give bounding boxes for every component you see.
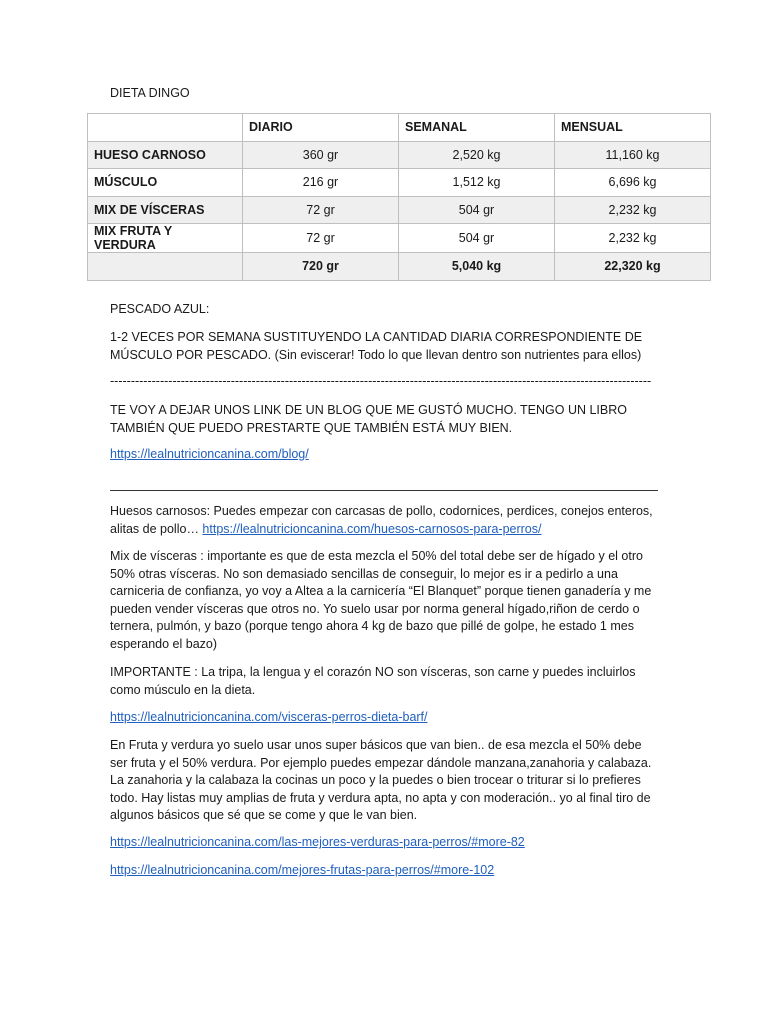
frutas-link-line — [110, 862, 660, 880]
diet-table — [87, 113, 711, 281]
table-header-cell: MENSUAL — [555, 114, 711, 142]
pescado-paragraph: 1-2 VECES POR SEMANA SUSTITUYENDO LA CANTIDAD DIARIA CORRESPONDIENTE DE MÚSCULO POR PESCADO. (Sin eviscerar! Todo lo que llevan dentro son nutrientes para ellos) — [110, 330, 643, 362]
mix-visceras-paragraph: Mix de vísceras : importante es que de esta mezcla el 50% del total debe ser de hígado y el otro 50% otras vísceras. No son demasiado sencillas de conseguir, lo mejor es ir a pedirlo a una carniceria de confianza, yo voy a Altea a la carnicería “El Blanquet” porque tienen ganadería y me pueden vender vísceras que otros no. Yo suelo usar por norma general hígado,riñon de cerdo o ternera, pulmón, y bazo (porque tengo ahora 4 kg de bazo que pillé de golpe, he estado 1 mes esperando el bazo) — [110, 549, 652, 651]
huesos-text: Huesos carnosos: Puedes empezar con carcasas de pollo, codornices, perdices, conejos enteros, alitas de pollo… — [110, 504, 653, 536]
importante-paragraph: IMPORTANTE : La tripa, la lengua y el corazón NO son vísceras, son carne y puedes incluirlos como músculo en la dieta. — [110, 665, 636, 697]
table-header-row — [88, 114, 711, 142]
blog-intro-paragraph: TE VOY A DEJAR UNOS LINK DE UN BLOG QUE ME GUSTÓ MUCHO. TENGO UN LIBRO TAMBIÉN QUE PUEDO PRESTARTE QUE TAMBIÉN ESTÁ MUY BIEN. — [110, 403, 627, 435]
cell-mensual: 11,160 kg — [555, 141, 711, 169]
cell-diario: 216 gr — [243, 169, 399, 197]
table-header-cell — [88, 114, 243, 142]
cell-diario: 72 gr — [243, 224, 399, 253]
huesos-paragraph — [110, 503, 660, 538]
table-header-cell: DIARIO — [243, 114, 399, 142]
visceras-link-line — [110, 709, 660, 727]
frutas-link[interactable]: https://lealnutricioncanina.com/mejores-frutas-para-perros/#more-102 — [110, 863, 495, 877]
cell-mensual: 2,232 kg — [555, 196, 711, 224]
cell-semanal: 504 gr — [399, 196, 555, 224]
table-row — [88, 169, 711, 197]
row-label: HUESO CARNOSO — [88, 141, 243, 169]
table-header-cell: SEMANAL — [399, 114, 555, 142]
cell-mensual: 6,696 kg — [555, 169, 711, 197]
verduras-link-line — [110, 834, 660, 852]
cell-diario: 72 gr — [243, 196, 399, 224]
dashed-separator: ---------------------------------------------------------------------------------------------------------------------------------- — [110, 374, 652, 388]
row-label: MÚSCULO — [88, 169, 243, 197]
cell-semanal: 504 gr — [399, 224, 555, 253]
table-row — [88, 141, 711, 169]
blog-link-line — [110, 446, 660, 464]
row-label — [88, 253, 243, 281]
total-mensual: 22,320 kg — [555, 253, 711, 281]
table-row — [88, 224, 711, 253]
cell-semanal: 1,512 kg — [399, 169, 555, 197]
document-title: DIETA DINGO — [110, 86, 190, 100]
cell-mensual: 2,232 kg — [555, 224, 711, 253]
row-label: MIX DE VÍSCERAS — [88, 196, 243, 224]
fruta-verdura-paragraph: En Fruta y verdura yo suelo usar unos super básicos que van bien.. de esa mezcla el 50% debe ser fruta y el 50% verdura. Por ejemplo puedes empezar dándole manzana,zanahoria y calabaza. La zanahoria y la calabaza la cocinas un poco y la puedes o bien trocear o triturar si lo prefieres todo. Hay listas muy amplias de fruta y verdura apta, no apta y con moderación.. yo al final tiro de algunos básicos que sé que se come y que le van bien. — [110, 738, 652, 822]
table-total-row — [88, 253, 711, 281]
cell-semanal: 2,520 kg — [399, 141, 555, 169]
cell-diario: 360 gr — [243, 141, 399, 169]
table-row — [88, 196, 711, 224]
huesos-link[interactable]: https://lealnutricioncanina.com/huesos-carnosos-para-perros/ — [202, 521, 542, 536]
verduras-link[interactable]: https://lealnutricioncanina.com/las-mejores-verduras-para-perros/#more-82 — [110, 835, 525, 849]
visceras-link[interactable]: https://lealnutricioncanina.com/visceras-perros-dieta-barf/ — [110, 710, 428, 724]
total-diario: 720 gr — [243, 253, 399, 281]
horizontal-rule — [110, 490, 658, 491]
pescado-heading: PESCADO AZUL: — [110, 302, 210, 316]
row-label: MIX FRUTA Y VERDURA — [88, 224, 243, 253]
blog-link[interactable]: https://lealnutricioncanina.com/blog/ — [110, 447, 309, 461]
total-semanal: 5,040 kg — [399, 253, 555, 281]
